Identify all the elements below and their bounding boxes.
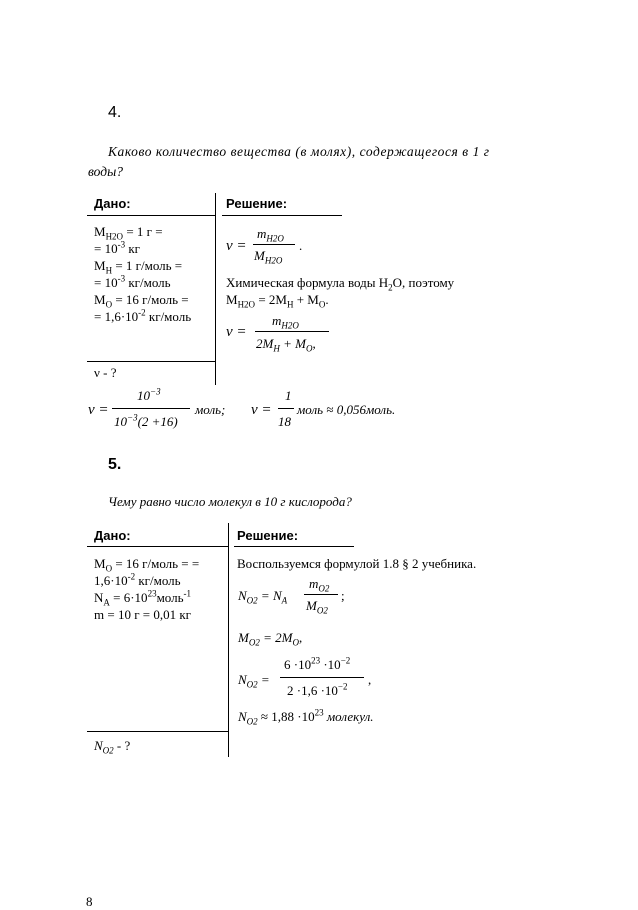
formula-4-2-bar [255,331,329,332]
table-5-header-line-left [87,546,228,547]
formula-4-1-end: . [299,238,303,253]
formula-4-2-den: $2M_H + M_O$, [256,336,316,354]
find-5: $N_{O2}$ - ? [94,738,131,756]
formula-5-3-lhs: $N_{O2}$ = [238,672,270,690]
formula-4-1-num: $m_{H2O}$ [257,226,284,244]
given-label-5: Дано: [94,528,131,543]
formula-4-3-lhs2: ν = [251,402,272,418]
given-4-line-5: $M_O = 16$ г/моль = [94,292,189,310]
formula-4-3-bar [112,408,190,409]
formula-4-3-den: $10^{-3}(2 +16)$ [114,412,178,429]
given-4-line-3: $M_H = 1$ г/моль = [94,258,183,276]
formula-4-1-lhs: ν = [226,238,247,254]
solution-label-5: Решение: [237,528,299,543]
problem-4-question: Каково количество вещества (в молях), содержащегося в 1 г [108,144,490,159]
problem-4-number: 4. [108,104,122,121]
formula-4-3-den2: 18 [278,414,291,429]
problem-4-question-cont: воды? [88,164,123,179]
problem-5-question: Чему равно число молекул в 10 г кислорода? [108,494,352,509]
given-4-line-4: = $10^{-3}$ кг/моль [94,273,171,290]
formula-5-2: $M_{O2} = 2M_O$, [238,630,303,648]
formula-4-3-unit: моль; [195,402,226,417]
formula-5-1-den: $M_{O2}$ [306,598,328,616]
given-5-line-3: $N_A$ = $6\cdot 10^{23}моль^{-1}$ [94,588,192,608]
table-4-divider [215,193,216,385]
given-5-line-2: $1,6\cdot 10^{-2}$ кг/моль [94,571,181,588]
formula-4-3-rest: моль ≈ 0,056моль. [297,402,396,417]
solution-label-4: Решение: [226,196,288,211]
formula-5-4: $N_{O2} \approx 1,88 \cdot 10^{23}$ молекул. [238,707,374,727]
formula-5-3-den: $2 \cdot 1,6 \cdot 10^{-2}$ [287,681,348,698]
solution-4-text-2: $M_{H2O} = 2M_H + M_O$. [226,292,329,310]
problem-5-number: 5. [108,456,122,473]
find-4: ν - ? [94,365,117,380]
given-4-line-6: = $1,6\cdot 10^{-2}$ кг/моль [94,307,192,324]
formula-4-3-num: $10^{-3}$ [137,386,161,403]
formula-4-3-num2: 1 [285,388,292,403]
table-5-find-line [87,731,228,732]
formula-5-1-end: ; [341,588,345,603]
table-4-header-line-right [222,215,342,216]
formula-5-3-end: , [368,672,372,687]
formula-4-1-bar [253,244,295,245]
table-5-header-line-right [234,546,354,547]
given-5-line-4: m = 10 г = 0,01 кг [94,607,192,622]
formula-5-3-bar [280,677,364,678]
formula-4-1-den: $M_{H2O}$ [254,248,283,266]
given-5-line-1: $M_O = 16$ г/моль = = [94,556,200,574]
given-4-line-1: $M_{H2O} = 1$ г = [94,224,163,242]
formula-4-3-bar2 [278,408,294,409]
solution-4-text-1: Химическая формула воды $H_2O$, поэтому [226,275,455,293]
table-4-header-line-left [87,215,215,216]
formula-5-1-lhs: $N_{O2} = N_A$ [238,588,288,606]
table-5-divider [228,523,229,757]
formula-5-1-bar [304,594,338,595]
formula-4-3-lhs: ν = [88,402,109,418]
formula-4-2-lhs: ν = [226,324,247,340]
page-number: 8 [86,894,93,909]
formula-5-3-num: $6 \cdot 10^{23} \cdot 10^{-2}$ [284,655,351,672]
given-label-4: Дано: [94,196,131,211]
formula-4-2-num: $m_{H2O}$ [272,313,299,331]
solution-5-text-1: Воспользуемся формулой 1.8 § 2 учебника. [237,556,477,571]
given-4-line-2: = $10^{-3}$ кг [94,239,140,256]
formula-5-1-num: $m_{O2}$ [309,576,330,594]
table-4-find-line [87,361,215,362]
